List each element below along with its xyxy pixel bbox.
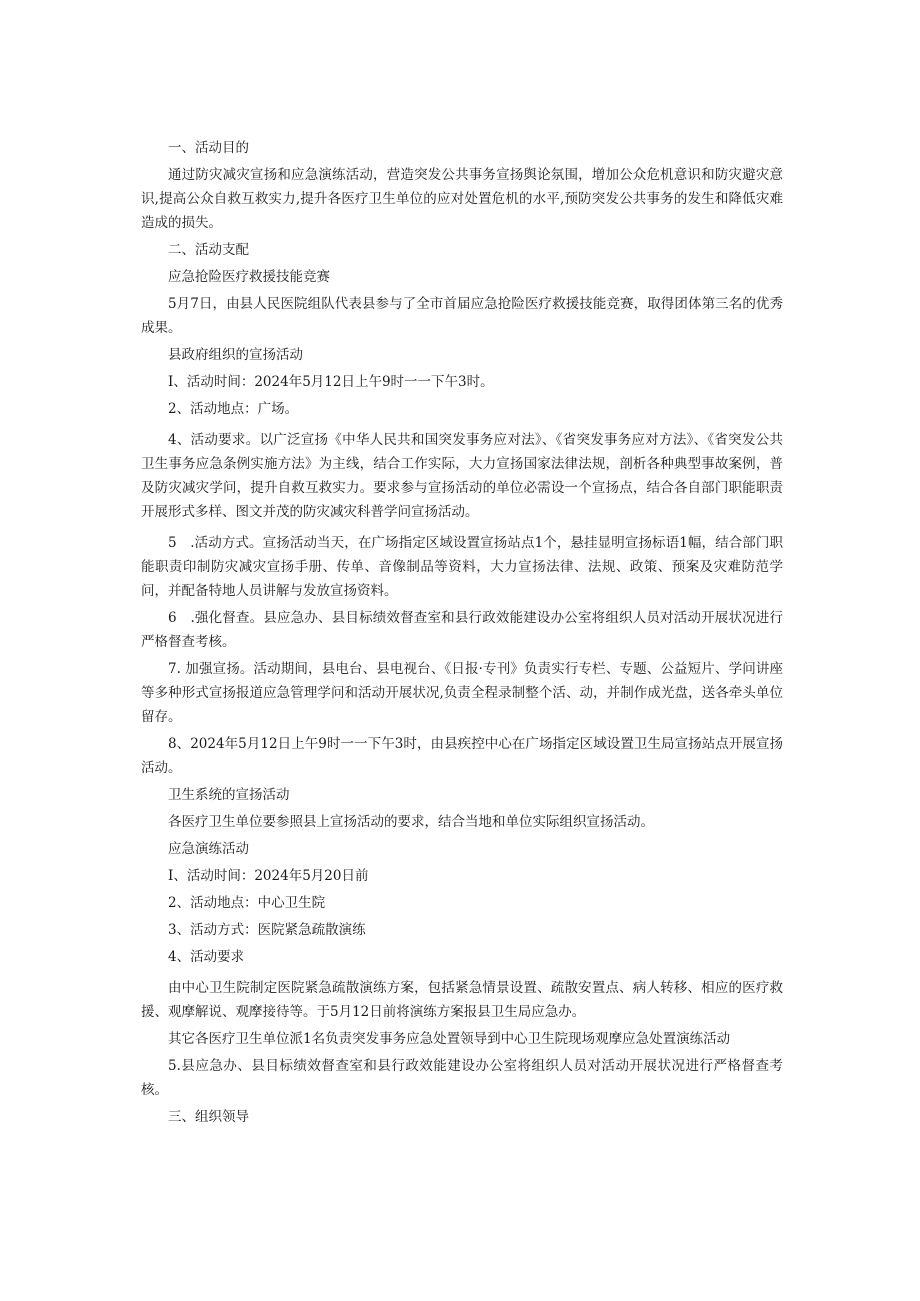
subsection-heading: 应急抢险医疗救援技能竞赛 <box>168 269 330 285</box>
body-paragraph: 其它各医疗卫生单位派1名负责突发事务应急处置领导到中心卫生院现场观摩应急处置演练活动 <box>168 1031 731 1047</box>
list-item: 4、活动要求。以广泛宣扬《中华人民共和国突发事务应对法》、《省突发事务应对方法》、《省突发公共卫生事务应急条例实施方法》为主线，结合工作实际，大力宣扬国家法律法规，剖析各种典型事故案例，普及防灾减灾学问，提升自救互救实力。要求参与宣扬活动的单位必需设一个宣扬点，结合各自部门职能职责开展形式多样、图文并茂的防灾减灾科普学问宣扬活动。 <box>141 432 783 520</box>
list-item: 5.县应急办、县目标绩效督查室和县行政效能建设办公室将组织人员对活动开展状况进行严格督查考核。 <box>141 1058 783 1098</box>
subsection-heading: 卫生系统的宣扬活动 <box>168 787 290 803</box>
body-paragraph: 各医疗卫生单位要参照县上宣扬活动的要求，结合当地和单位实际组织宣扬活动。 <box>168 814 654 830</box>
list-item: 4、活动要求 <box>168 949 245 965</box>
document-page <box>141 136 783 1132</box>
list-item: 2、活动地点：广场。 <box>168 401 299 417</box>
list-item: 7. 加强宣扬。活动期间，县电台、县电视台、《日报·专刊》负责实行专栏、专题、公益短片、学问讲座等多种形式宣扬报道应急管理学问和活动开展状况,负责全程录制整个活、动，并制作成光盘，送各牵头单位留存。 <box>141 661 783 725</box>
body-paragraph: 由中心卫生院制定医院紧急疏散演练方案，包括紧急情景设置、疏散安置点、病人转移、相应的医疗救援、观摩解说、观摩接待等。于5月12日前将演练方案报县卫生局应急办。 <box>141 980 783 1020</box>
section-heading: 三、组织领导 <box>168 1109 249 1125</box>
subsection-heading: 应急演练活动 <box>168 841 249 857</box>
subsection-heading: 县政府组织的宣扬活动 <box>168 347 303 363</box>
list-item: 2、活动地点：中心卫生院 <box>168 895 326 911</box>
list-item: 6 .强化督查。县应急办、县目标绩效督查室和县行政效能建设办公室将组织人员对活动开展状况进行严格督查考核。 <box>141 610 783 650</box>
body-paragraph: 5月7日，由县人民医院组队代表县参与了全市首届应急抢险医疗救援技能竞赛，取得团体第三名的优秀成果。 <box>141 296 783 336</box>
list-item: I、活动时间：2024年5月12日上午9时一一下午3时。 <box>168 374 494 390</box>
list-item: I、活动时间：2024年5月20日前 <box>168 868 369 884</box>
section-heading: 二、活动支配 <box>168 242 249 258</box>
body-paragraph: 通过防灾减灾宣扬和应急演练活动，营造突发公共事务宣扬舆论氛围，增加公众危机意识和防灾避灾意识,提高公众自救互救实力,提升各医疗卫生单位的应对处置危机的水平,预防突发公共事务的发生和降低灾难造成的损失。 <box>141 167 783 231</box>
section-heading: 一、活动目的 <box>168 140 249 156</box>
list-item: 8、2024年5月12日上午9时一一下午3时，由县疾控中心在广场指定区域设置卫生局宣扬站点开展宣扬活动。 <box>141 736 783 776</box>
list-item: 3、活动方式：医院紧急疏散演练 <box>168 922 366 938</box>
list-item: 5 .活动方式。宣扬活动当天，在广场指定区域设置宣扬站点1个，悬挂显明宣扬标语1幅，结合部门职能职责印制防灾减灾宣扬手册、传单、音像制品等资料，大力宣扬法律、法规、政策、预案及灾难防范学问，并配备特地人员讲解与发放宣扬资料。 <box>141 535 783 599</box>
